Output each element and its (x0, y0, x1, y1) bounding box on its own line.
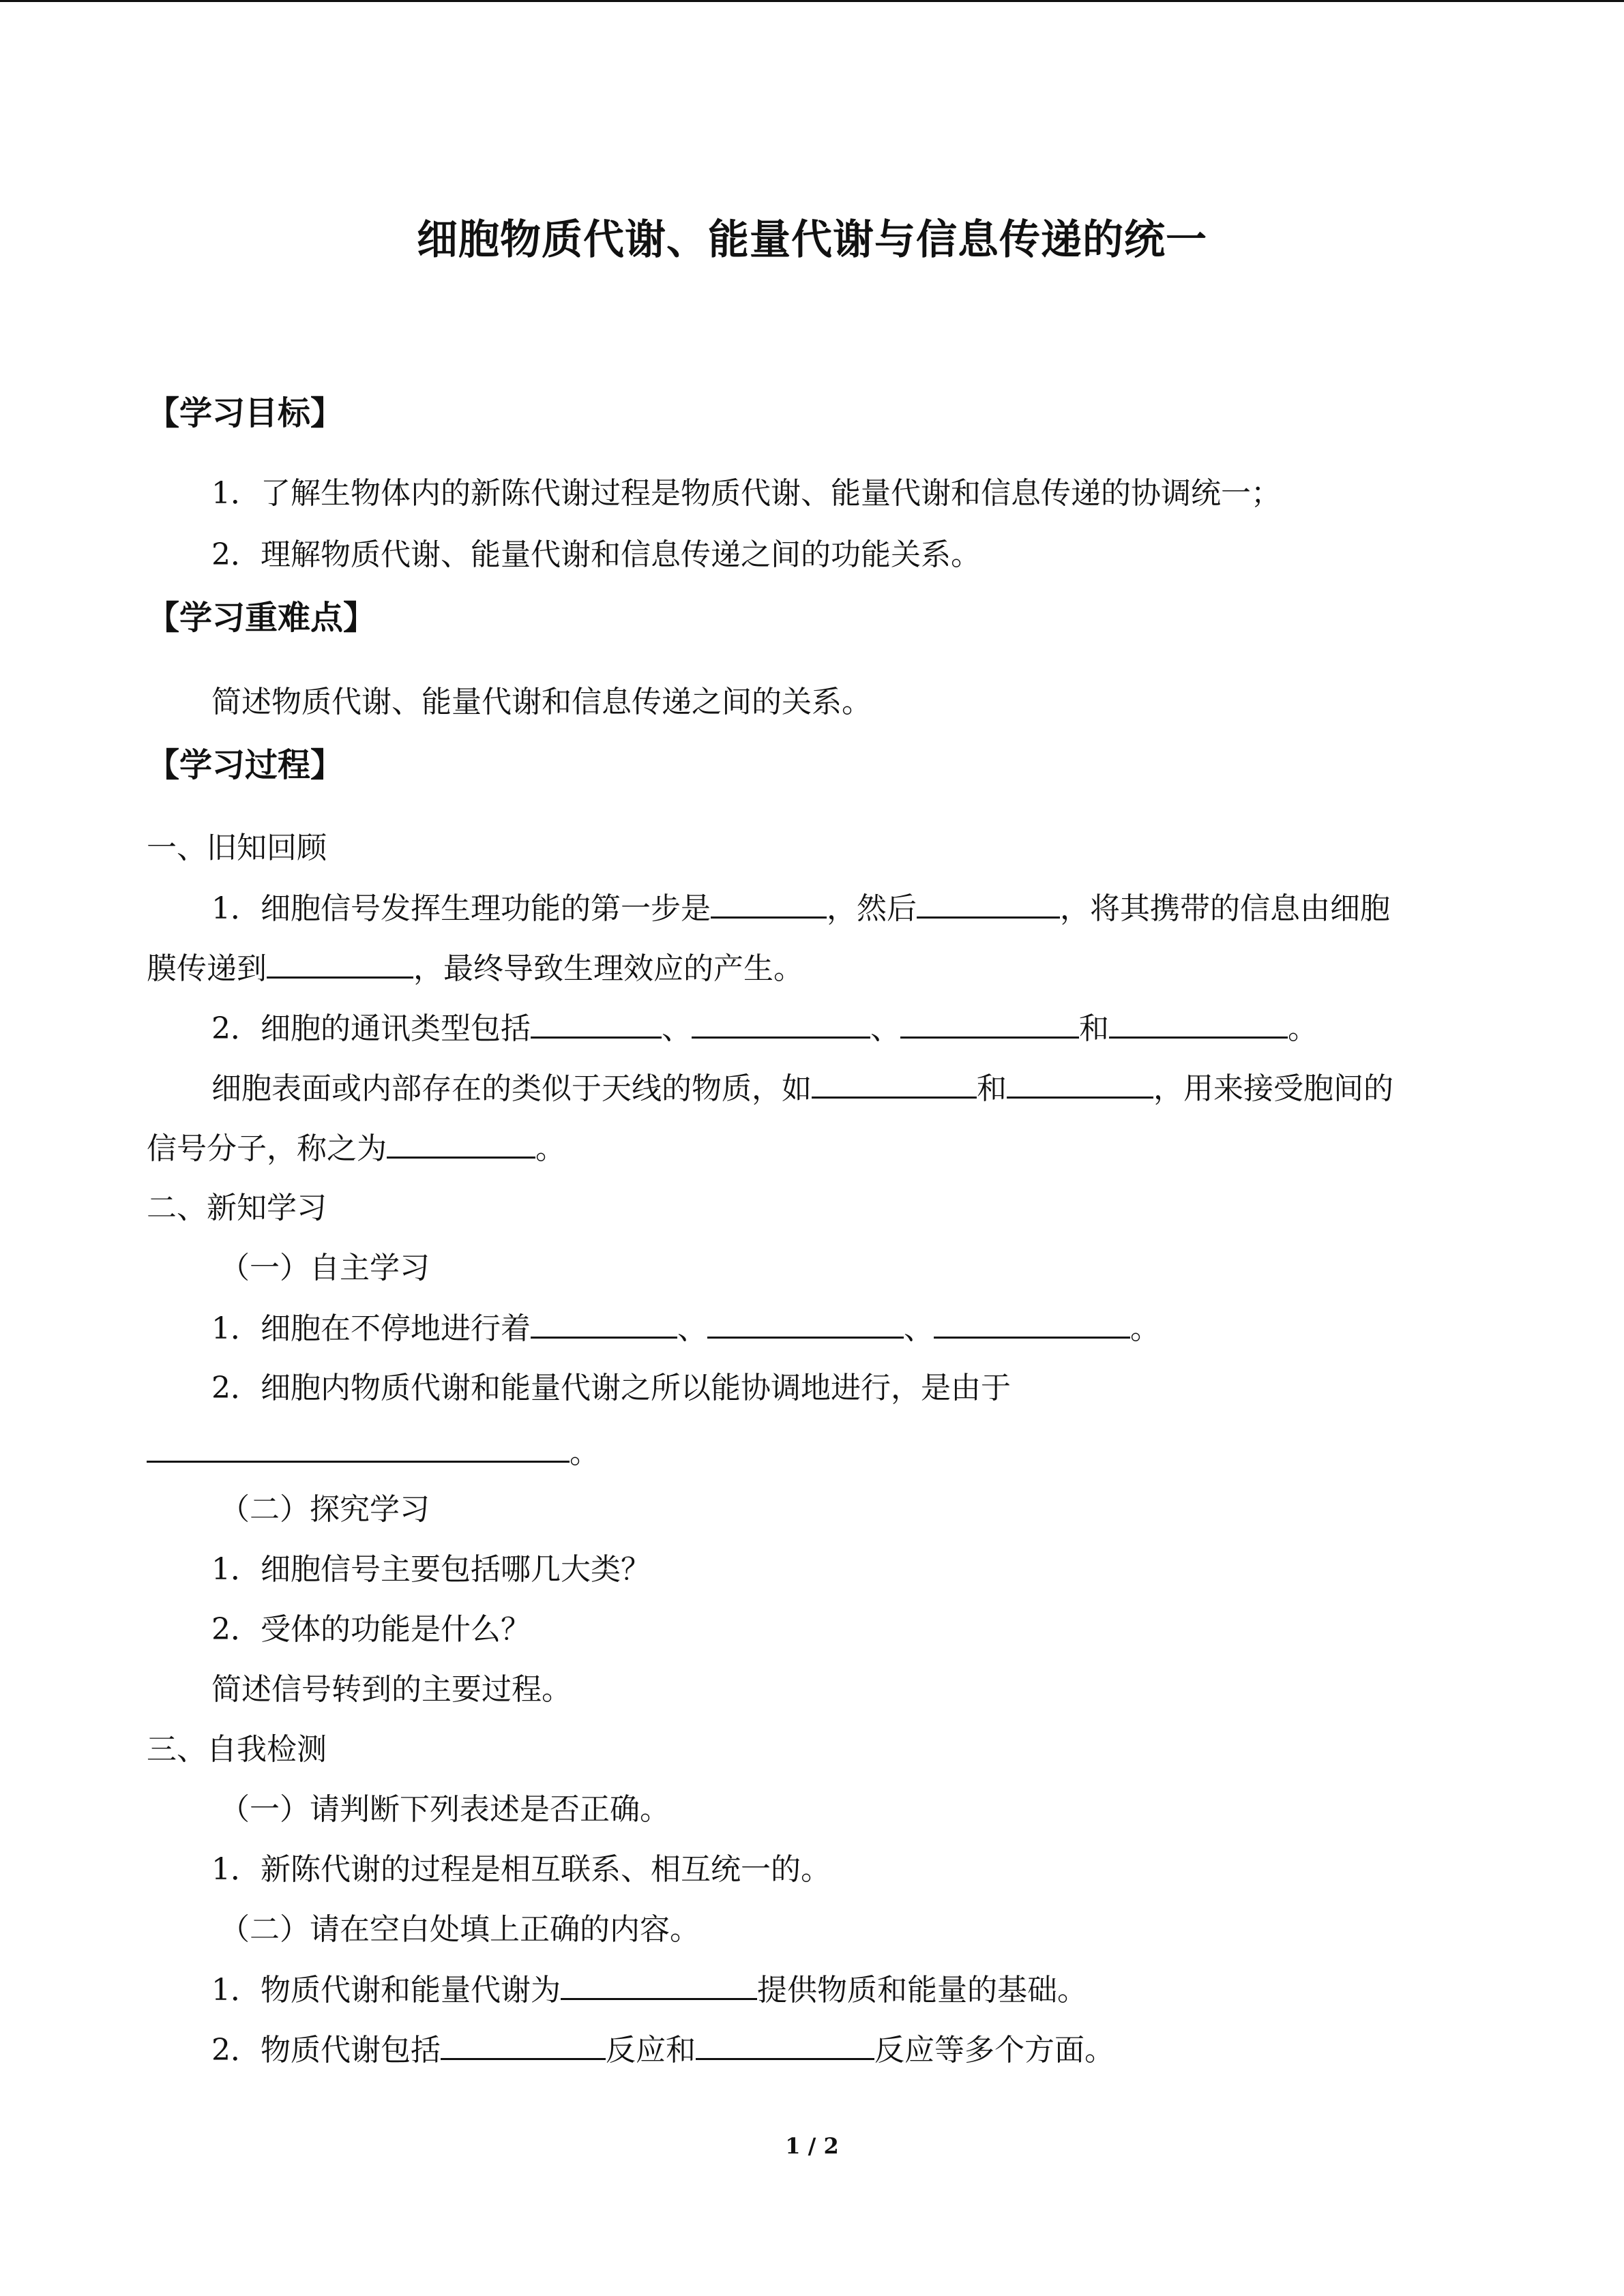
objective-1: 1．了解生物体内的新陈代谢过程是物质代谢、能量代谢和信息传递的协调统一； (211, 476, 1281, 511)
judge-heading: （一）请判断下列表述是否正确。 (220, 1792, 670, 1827)
answer-blank[interactable] (561, 1969, 757, 2000)
answer-blank[interactable] (812, 1068, 977, 1099)
explore-q2: 2．受体的功能是什么？ (211, 1612, 531, 1647)
page-title: 细胞物质代谢、能量代谢与信息传递的统一 (417, 216, 1207, 264)
judge-q1: 1．新陈代谢的过程是相互联系、相互统一的。 (211, 1852, 831, 1887)
explore-q3: 简述信号转到的主要过程。 (211, 1672, 572, 1707)
self-study-heading: （一）自主学习 (220, 1251, 430, 1285)
review-heading: 一、旧知回顾 (147, 831, 327, 865)
key-point-text: 简述物质代谢、能量代谢和信息传递之间的关系。 (211, 685, 872, 719)
review-q3-line1: 细胞表面或内部存在的类似于天线的物质，如 和 ，用来接受胞间的 (211, 1068, 1393, 1109)
answer-blank[interactable] (1109, 1008, 1288, 1039)
review-q2: 2．细胞的通讯类型包括 、 、 和 。 (211, 1008, 1318, 1049)
review-q1-line1: 1．细胞信号发挥生理功能的第一步是 ，然后 ，将其携带的信息由细胞 (211, 888, 1390, 929)
answer-blank[interactable] (267, 948, 413, 979)
answer-blank[interactable] (711, 888, 827, 919)
answer-blank[interactable] (900, 1008, 1079, 1039)
objective-2: 2．理解物质代谢、能量代谢和信息传递之间的功能关系。 (211, 537, 981, 572)
answer-blank[interactable] (934, 1308, 1130, 1339)
self-study-q2: 2．细胞内物质代谢和能量代谢之所以能协调地进行，是由于 (211, 1371, 1011, 1405)
self-study-q1: 1．细胞在不停地进行着 、 、 。 (211, 1308, 1160, 1350)
answer-blank[interactable] (147, 1432, 570, 1463)
page-number: 1 / 2 (785, 2133, 839, 2159)
answer-blank[interactable] (441, 2029, 606, 2060)
answer-blank[interactable] (696, 2029, 874, 2060)
fill-q1: 1．物质代谢和能量代谢为 提供物质和能量的基础。 (211, 1969, 1087, 2011)
review-q1-line2: 膜传递到 ，最终导致生理效应的产生。 (147, 948, 803, 989)
new-learning-heading: 二、新知学习 (147, 1191, 327, 1225)
explore-q1: 1．细胞信号主要包括哪几大类？ (211, 1552, 651, 1587)
self-test-heading: 三、自我检测 (147, 1732, 327, 1767)
fill-q2: 2．物质代谢包括 反应和 反应等多个方面。 (211, 2029, 1114, 2071)
answer-blank[interactable] (917, 888, 1060, 919)
answer-blank[interactable] (692, 1008, 870, 1039)
answer-blank[interactable] (531, 1308, 677, 1339)
answer-blank[interactable] (1007, 1068, 1153, 1099)
answer-blank[interactable] (531, 1008, 662, 1039)
explore-heading: （二）探究学习 (220, 1492, 430, 1527)
answer-blank[interactable] (707, 1308, 904, 1339)
section-heading-process: 【学习过程】 (147, 746, 344, 784)
section-heading-key-points: 【学习重难点】 (147, 599, 377, 637)
answer-blank[interactable] (387, 1128, 535, 1159)
fill-heading: （二）请在空白处填上正确的内容。 (220, 1912, 700, 1947)
review-q3-line2: 信号分子，称之为 。 (147, 1128, 565, 1169)
self-study-q2-answer-line: 。 (147, 1432, 600, 1474)
section-heading-objectives: 【学习目标】 (147, 394, 344, 432)
